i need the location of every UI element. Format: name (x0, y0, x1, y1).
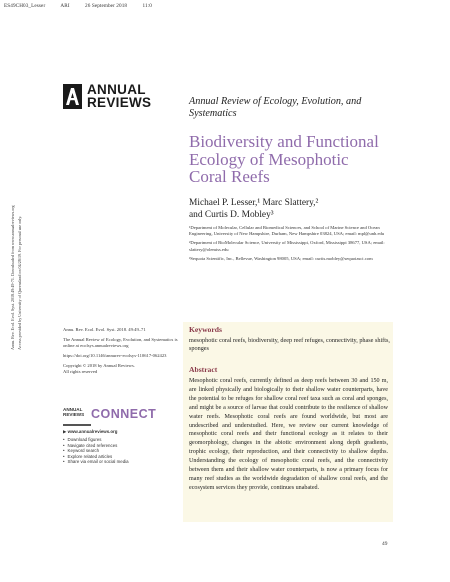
running-head-label: ARI (60, 3, 70, 9)
download-note-line2: Access provided by University of Queensland on 04/28/19. For personal use only. (17, 215, 22, 350)
download-note-line1: Annu. Rev. Ecol. Evol. Syst. 2018.49:49-71. Downloaded from www.annualreviews.org (10, 205, 15, 350)
connect-feature-download[interactable]: • Download figures (63, 437, 163, 443)
annual-reviews-logo-icon (63, 84, 82, 109)
affiliations (189, 225, 399, 265)
connect-logo-small (63, 407, 84, 417)
article-title: Biodiversity and Functional Ecology of Mesophotic Coral Reefs (189, 132, 379, 186)
author-list (189, 197, 389, 221)
online-note: The Annual Review of Ecology, Evolution, and Systematics is online at ecolsys.annualreviews.org (63, 337, 178, 349)
connect-feature-references[interactable]: • Navigate cited references (63, 443, 163, 449)
connect-small-line2: REVIEWS (63, 412, 85, 417)
journal-name: Annual Review of Ecology, Evolution, and Systematics (189, 96, 362, 119)
authors-line1: Michael P. Lesser,¹ Marc Slattery,² (189, 198, 319, 208)
doi-link[interactable]: https://doi.org/10.1146/annurev-ecolsys-110617-062423 (63, 353, 167, 359)
abstract-text: Mesophotic coral reefs, currently defined as deep reefs between 30 and 150 m, are linked physically and biologically to their shallow water counterparts, have the potential to be refuges for shallow coral reef taxa such as coral and sponges, and might be a source of larvae that could contribute to the resilience of shallow water reefs. Mesophotic coral reefs are found worldwide, but most are undescribed and understudied. Here, we review our current knowledge of mesophotic coral reefs and their functional ecology as it relates to their geomorphology, changes in the abiotic environment along depth gradients, trophic ecology, their reproduction, and their connectivity to shallow depths. Understanding the ecology of mesophotic coral reefs, and the connectivity between them and their shallow water counterparts, is now a primary focus for many reef studies as the worldwide degradation of shallow coral reefs, and the ecosystem services they provide, continues unabated. (189, 378, 388, 491)
logo-line-reviews: REVIEWS (87, 95, 152, 110)
logo-line-annual: ANNUAL (87, 82, 146, 97)
connect-wordmark: CONNECT (91, 407, 157, 421)
authors-line2: and Curtis D. Mobley³ (189, 210, 274, 220)
running-head-date: 26 September 2018 (85, 3, 128, 9)
connect-feature-share[interactable]: • Share via email or social media (63, 459, 163, 465)
running-head-time: 11:0 (142, 3, 152, 9)
connect-logo-bar (63, 424, 91, 426)
annual-reviews-logo (63, 84, 173, 112)
abstract-heading: Abstract (189, 365, 218, 374)
affiliation-1: ¹Department of Molecular, Cellular and Biomedical Sciences, and School of Marine Science and Ocean Engineering, University of New Hampshire, Durham, New Hampshire 03824, USA; email: mpl@unh.edu (189, 225, 385, 237)
article-meta (63, 327, 181, 380)
annual-reviews-wordmark (87, 83, 151, 109)
affiliation-3: ³Sequoia Scientific, Inc., Bellevue, Washington 98005, USA; email: curtis.mobley@sequoiasci.com (189, 255, 373, 261)
keywords-text: mesophotic coral reefs, biodiversity, deep reef refuges, connectivity, phase shifts, sponges (189, 337, 390, 353)
page-number: 49 (382, 541, 388, 547)
article-code: ES49CH03_Lesser (4, 3, 46, 9)
download-note (10, 190, 34, 350)
copyright (63, 363, 181, 375)
citation: Annu. Rev. Ecol. Evol. Syst. 2018. 49:49–71 (63, 327, 146, 332)
running-head (4, 3, 166, 9)
copyright-line2: All rights reserved (63, 369, 98, 375)
keywords-heading: Keywords (189, 325, 222, 334)
connect-feature-related[interactable]: • Explore related articles (63, 454, 163, 460)
connect-url-link[interactable]: ▶ www.annualreviews.org (63, 429, 118, 434)
connect-features (63, 437, 163, 465)
connect-logo (63, 405, 163, 427)
copyright-line1: Copyright © 2018 by Annual Reviews. (63, 363, 135, 369)
connect-small-line1: ANNUAL (63, 407, 83, 412)
affiliation-2: ²Department of BioMolecular Science, University of Mississippi, Oxford, Mississippi 38677, USA; email: slattery@olemiss.edu (189, 240, 385, 252)
annual-reviews-connect (63, 405, 163, 465)
connect-feature-search[interactable]: • Keyword search (63, 448, 163, 454)
